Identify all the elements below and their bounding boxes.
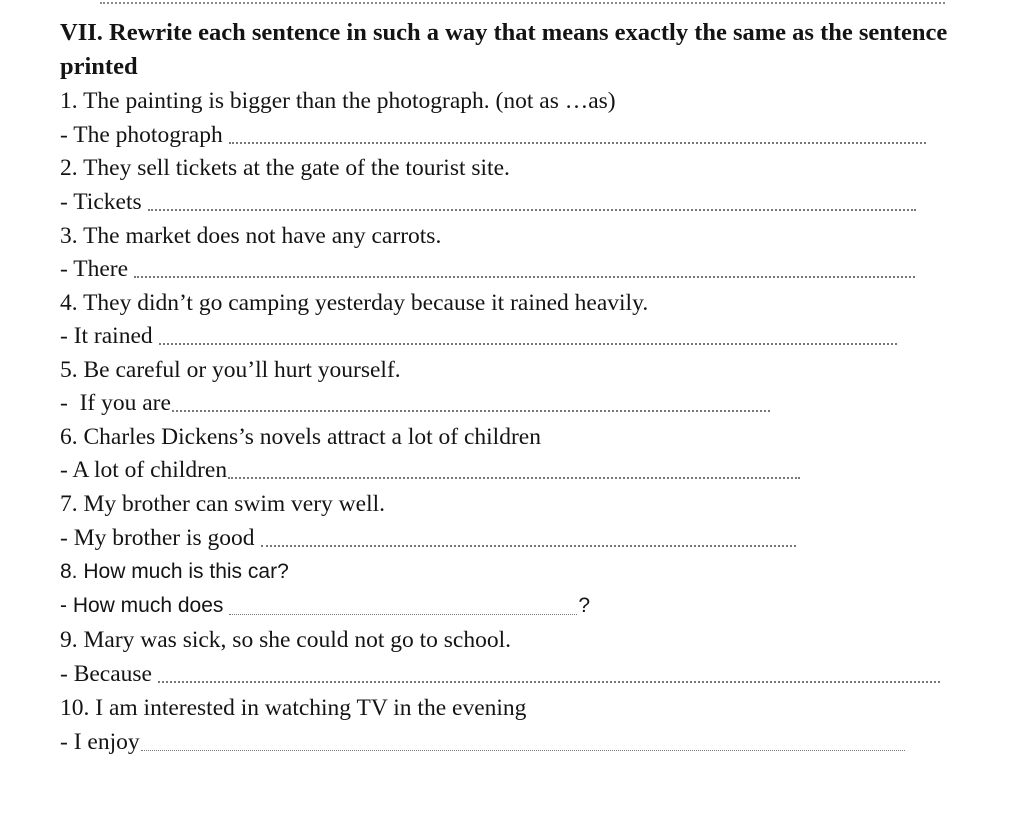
question-1-answer[interactable] (60, 118, 926, 152)
question-8-prompt: 8. How much is this car? (60, 560, 289, 583)
question-3-answer-blank[interactable] (134, 276, 915, 278)
question-4-answer-blank[interactable] (159, 343, 897, 345)
question-2-prompt: 2. They sell tickets at the gate of the tourist site. (60, 155, 510, 181)
question-2-answer-start: - Tickets (60, 189, 142, 215)
question-9-prompt: 9. Mary was sick, so she could not go to school. (60, 627, 512, 653)
question-7-answer[interactable] (60, 521, 796, 555)
question-9-answer[interactable] (60, 657, 940, 691)
exercise-heading-line-2: printed (60, 53, 138, 80)
question-9-answer-blank[interactable] (158, 681, 940, 683)
question-1-prompt: 1. The painting is bigger than the photograph. (not as …as) (60, 88, 616, 114)
question-8-answer-end: ? (578, 594, 590, 617)
question-1-answer-blank[interactable] (229, 142, 926, 144)
question-7-answer-start: - My brother is good (60, 525, 255, 551)
question-4-answer[interactable] (60, 319, 897, 353)
question-4-prompt: 4. They didn’t go camping yesterday because it rained heavily. (60, 290, 649, 316)
question-7-prompt: 7. My brother can swim very well. (60, 491, 386, 517)
question-6-answer-start: - A lot of children (60, 457, 228, 483)
question-8-answer-blank[interactable] (229, 614, 577, 615)
question-4-answer-start: - It rained (60, 323, 153, 349)
question-5-answer[interactable] (60, 386, 770, 420)
question-5-answer-start: - If you are (60, 390, 171, 416)
question-10-answer[interactable] (60, 725, 905, 759)
question-1-answer-start: - The photograph (60, 122, 223, 148)
question-6-answer-blank[interactable] (228, 477, 800, 479)
question-3-prompt: 3. The market does not have any carrots. (60, 223, 442, 249)
question-2-answer-blank[interactable] (148, 209, 916, 211)
exercise-heading (60, 16, 1022, 84)
question-5-prompt: 5. Be careful or you’ll hurt yourself. (60, 357, 401, 383)
top-dotted-rule (100, 2, 945, 4)
question-3-answer-start: - There (60, 256, 129, 282)
question-10-answer-blank[interactable] (141, 750, 905, 751)
exercise-heading-line-1: VII. Rewrite each sentence in such a way that means exactly the same as the sentence (60, 19, 948, 46)
question-10-prompt: 10. I am interested in watching TV in the evening (60, 695, 527, 721)
question-7-answer-blank[interactable] (261, 545, 796, 547)
question-9-answer-start: - Because (60, 661, 152, 687)
question-5-answer-blank[interactable] (172, 410, 770, 412)
question-3-answer[interactable] (60, 252, 915, 286)
question-8-answer-start: - How much does (60, 594, 224, 617)
question-6-answer[interactable] (60, 453, 800, 487)
question-10-answer-start: - I enjoy (60, 729, 140, 755)
question-8-answer[interactable] (60, 589, 590, 623)
question-2-answer[interactable] (60, 185, 916, 219)
question-6-prompt: 6. Charles Dickens’s novels attract a lot of children (60, 424, 541, 450)
